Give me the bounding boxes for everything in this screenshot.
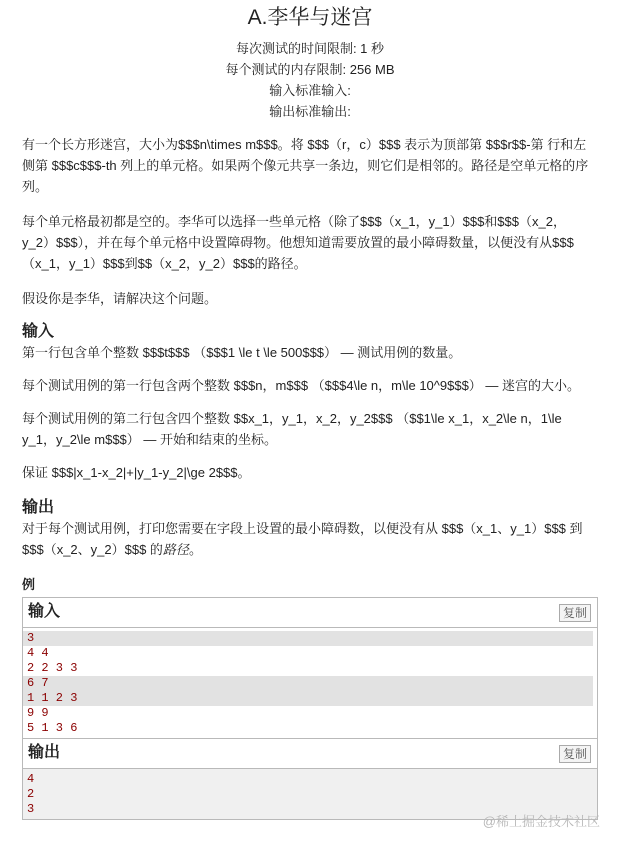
problem-content (0, 134, 620, 820)
copy-input-button[interactable]: 复制 (559, 604, 591, 622)
example-input-box (22, 597, 598, 739)
output-path-emphasis: 路径 (162, 542, 189, 557)
site-watermark: @稀土掘金技术社区 (482, 814, 600, 829)
statement-paragraph-3: 假设你是李华，请解决这个问题。 (22, 291, 218, 306)
time-limit: 每次测试的时间限制: 1 秒 (235, 41, 385, 56)
example-input-line: 2 2 3 3 (27, 661, 78, 675)
input-heading: 输入 (22, 323, 55, 340)
input-paragraph-3: 每个测试用例的第二行包含四个整数 $$x_1，y_1，x_2，y_2$$$ （$$1\le x_1，x_2\le n，1\le y_1，y_2\le m$$$） — 开始和结束的坐标。 (22, 411, 562, 447)
example-input-lines (23, 628, 597, 738)
input-paragraph-1: 第一行包含单个整数 $$$t$$$ （$$$1 \le t \le 500$$$） — 测试用例的数量。 (22, 345, 462, 360)
input-spec: 输入标准输入: (269, 83, 351, 98)
example-input-title: 输入 (28, 603, 61, 620)
example-output-line: 4 (27, 772, 35, 786)
statement-paragraph-2: 每个单元格最初都是空的。李华可以选择一些单元格（除了$$$（x_1，y_1）$$$和$$$（x_2，y_2）$$$），并在每个单元格中设置障碍物。他想知道需要放置的最小障碍数量，以便没有从$$$（x_1，y_1）$$$到$$（x_2，y_2）$$$的路径。 (22, 214, 574, 271)
example-output-box (22, 739, 598, 820)
example-output-header (23, 739, 597, 769)
problem-header (0, 0, 620, 122)
memory-limit: 每个测试的内存限制: 256 MB (225, 62, 395, 77)
output-paragraph (22, 518, 598, 560)
input-paragraph-4: 保证 $$$|x_1-x_2|+|y_1-y_2|\ge 2$$$。 (22, 465, 251, 480)
example-output-line: 2 (27, 787, 35, 801)
examples-label: 例 (22, 577, 36, 592)
example-output-title: 输出 (28, 744, 61, 761)
example-output-line: 3 (27, 802, 35, 816)
example-input-line: 1 1 2 3 (23, 691, 593, 706)
example-input-header (23, 598, 597, 628)
output-period: 。 (188, 542, 202, 557)
example-input-line: 3 (23, 631, 593, 646)
output-heading: 输出 (22, 499, 55, 516)
output-spec: 输出标准输出: (269, 104, 351, 119)
output-text: 对于每个测试用例，打印您需要在字段上设置的最小障碍数，以便没有从 $$$（x_1、y_1）$$$ 到 $$$（x_2、y_2）$$$ 的 (22, 521, 583, 557)
example-input-line: 5 1 3 6 (27, 721, 78, 735)
example-input-line: 6 7 (23, 676, 593, 691)
copy-output-button[interactable]: 复制 (559, 745, 591, 763)
statement-paragraph-1: 有一个长方形迷宫，大小为$$$n\times m$$$。将 $$$（r，c）$$$ 表示为顶部第 $$$r$$-第 行和左侧第 $$$c$$$-th 列上的单元格。如果两个像元共享一条边，则它们是相邻的。路径是空单元格的序列。 (22, 137, 589, 194)
example-input-line: 4 4 (27, 646, 49, 660)
example-input-line: 9 9 (27, 706, 49, 720)
input-paragraph-2: 每个测试用例的第一行包含两个整数 $$$n，m$$$ （$$$4\le n，m\le 10^9$$$） — 迷宫的大小。 (22, 378, 581, 393)
problem-title: A.李华与迷宫 (247, 6, 373, 29)
